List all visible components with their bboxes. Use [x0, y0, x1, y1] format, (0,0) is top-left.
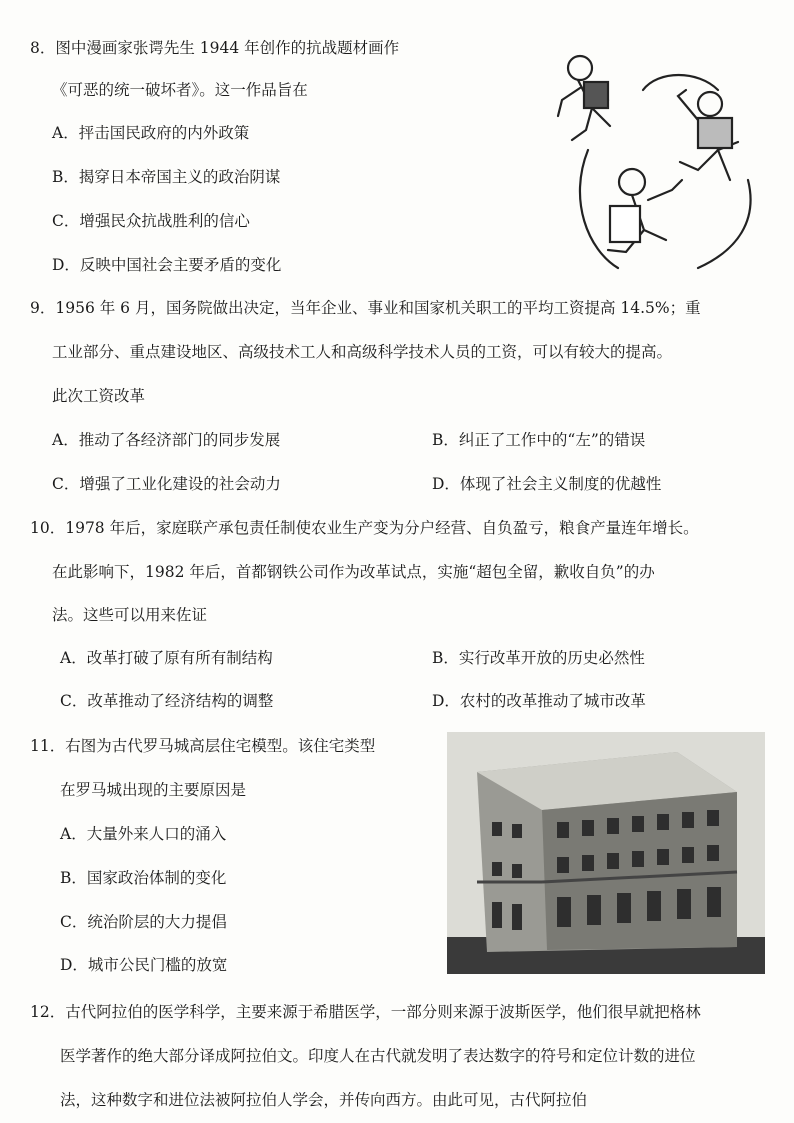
q11-option-a[interactable]: A．大量外来人口的涌入: [60, 825, 227, 843]
q9-stem-line3: 此次工资改革: [52, 387, 146, 405]
q8-option-a[interactable]: A．抨击国民政府的内外政策: [52, 124, 250, 142]
q11-stem-line2: 在罗马城出现的主要原因是: [60, 781, 247, 799]
cartoon-illustration-icon: [548, 30, 784, 276]
q10-stem-line2: 在此影响下，1982 年后，首都钢铁公司作为改革试点，实施“超包全留，歉收自负”的办: [52, 563, 655, 581]
q8-option-d[interactable]: D．反映中国社会主要矛盾的变化: [52, 256, 282, 274]
q12-stem-line3: 法，这种数字和进位法被阿拉伯人学会，并传向西方。由此可见，古代阿拉伯: [60, 1091, 588, 1109]
q12-stem-line2: 医学著作的绝大部分译成阿拉伯文。印度人在古代就发明了表达数字的符号和定位计数的进位: [60, 1047, 696, 1065]
q9-option-b[interactable]: B．纠正了工作中的“左”的错误: [432, 431, 646, 449]
q8-option-c[interactable]: C．增强民众抗战胜利的信心: [52, 212, 250, 230]
q9-option-c[interactable]: C．增强了工业化建设的社会动力: [52, 475, 281, 493]
q11-stem-line1: 11．右图为古代罗马城高层住宅模型。该住宅类型: [30, 737, 376, 755]
q8-stem-line2: 《可恶的统一破坏者》。这一作品旨在: [52, 81, 308, 99]
q10-stem-line3: 法。这些可以用来佐证: [52, 606, 208, 624]
q11-option-b[interactable]: B．国家政治体制的变化: [60, 869, 227, 887]
q9-option-a[interactable]: A．推动了各经济部门的同步发展: [52, 431, 281, 449]
q9-stem-line2: 工业部分、重点建设地区、高级技术工人和高级科学技术人员的工资，可以有较大的提高。: [52, 343, 673, 361]
q10-option-a[interactable]: A．改革打破了原有所有制结构: [60, 649, 273, 667]
q12-stem-line1: 12．古代阿拉伯的医学科学，主要来源于希腊医学，一部分则来源于波斯医学，他们很早就把格林: [30, 1003, 701, 1021]
building-model-photo-icon: [447, 732, 765, 974]
q10-option-d[interactable]: D．农村的改革推动了城市改革: [432, 692, 646, 710]
q8-stem-line1: 8．图中漫画家张谔先生 1944 年创作的抗战题材画作: [30, 39, 400, 57]
q11-option-c[interactable]: C．统治阶层的大力提倡: [60, 913, 227, 931]
q9-stem-line1: 9．1956 年 6 月，国务院做出决定，当年企业、事业和国家机关职工的平均工资提高 14.5%；重: [30, 299, 701, 317]
q10-option-b[interactable]: B．实行改革开放的历史必然性: [432, 649, 645, 667]
q9-option-d[interactable]: D．体现了社会主义制度的优越性: [432, 475, 662, 493]
q10-option-c[interactable]: C．改革推动了经济结构的调整: [60, 692, 274, 710]
q10-stem-line1: 10．1978 年后，家庭联产承包责任制使农业生产变为分户经营、自负盈亏，粮食产量连年增长。: [30, 519, 699, 537]
q11-option-d[interactable]: D．城市公民门槛的放宽: [60, 956, 228, 974]
q8-option-b[interactable]: B．揭穿日本帝国主义的政治阴谋: [52, 168, 281, 186]
